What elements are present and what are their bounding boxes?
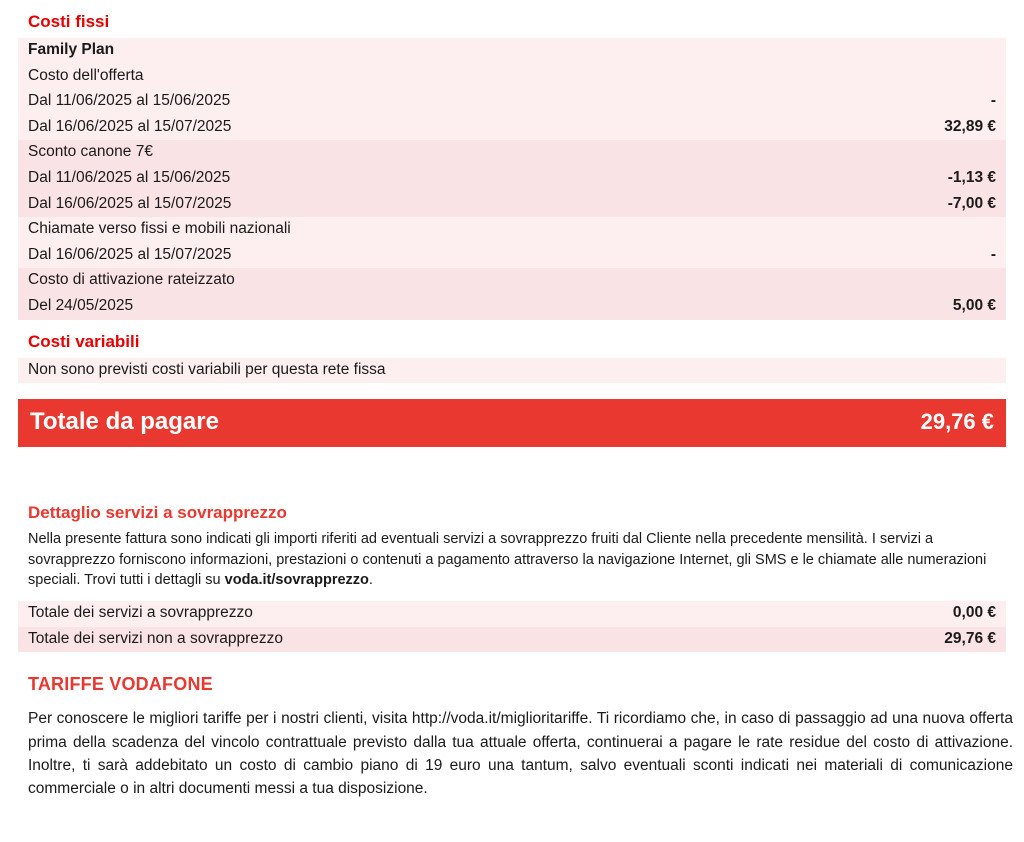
row-label: Dal 16/06/2025 al 15/07/2025 xyxy=(28,117,232,135)
gap-variable xyxy=(18,320,1006,332)
row-value: -1,13 € xyxy=(947,169,996,187)
table-row xyxy=(18,243,1006,269)
surcharge-paragraph xyxy=(28,529,1013,591)
gap-tariffe xyxy=(18,652,1006,674)
tariffe-title: TARIFFE VODAFONE xyxy=(28,674,213,695)
table-row xyxy=(18,358,1006,384)
table-row xyxy=(18,294,1006,320)
table-row xyxy=(18,268,1006,294)
row-value: 5,00 € xyxy=(952,297,996,315)
tariffe-text: Per conoscere le migliori tariffe per i nostri clienti, visita http://voda.it/miglioritariffe. Ti ricordiamo che, in caso di passaggio ad una nuova offerta prima della scadenza del vincolo contrattuale previsto dalla tua attuale offerta, continuerai a pagare le rate residue del costo di attivazione. Inoltre, ti sarà addebitato un costo di cambio piano di 19 euro una tantum, salvo eventuali sconti indicati nei materiali di comunicazione commerciale o in altri documenti messi a tua disposizione. xyxy=(28,710,1013,798)
table-row xyxy=(18,89,1006,115)
table-row xyxy=(18,192,1006,218)
surcharge-paragraph-part1: Nella presente fattura sono indicati gli importi riferiti ad eventuali servizi a sovrapprezzo fruiti dal Cliente nella precedente mensilità. I servizi a sovrapprezzo forniscono informazioni, prestazioni o contenuti a pagamento attraverso la navigazione Internet, gli SMS e le chiamate alle numerazioni speciali. Trovi tutti i dettagli su xyxy=(28,531,987,589)
table-row xyxy=(18,38,1006,64)
row-value: 0,00 € xyxy=(952,604,996,622)
row-value: - xyxy=(990,92,996,110)
table-row xyxy=(18,64,1006,90)
row-label: Totale dei servizi a sovrapprezzo xyxy=(28,604,253,622)
surcharge-table xyxy=(18,601,1006,652)
surcharge-paragraph-part2: . xyxy=(368,572,373,589)
gap-surcharge xyxy=(18,447,1006,503)
fixed-costs-title: Costi fissi xyxy=(28,12,110,31)
total-due-value: 29,76 € xyxy=(920,409,994,435)
variable-costs-table xyxy=(18,358,1006,384)
table-row xyxy=(18,166,1006,192)
row-label: Chiamate verso fissi e mobili nazionali xyxy=(28,220,291,238)
table-row xyxy=(18,140,1006,166)
row-label: Costo di attivazione rateizzato xyxy=(28,271,235,289)
table-row xyxy=(18,217,1006,243)
row-label: Non sono previsti costi variabili per questa rete fissa xyxy=(28,360,386,378)
row-label: Dal 11/06/2025 al 15/06/2025 xyxy=(28,92,231,110)
row-label: Sconto canone 7€ xyxy=(28,143,153,161)
row-label: Dal 16/06/2025 al 15/07/2025 xyxy=(28,194,232,212)
row-label: Dal 16/06/2025 al 15/07/2025 xyxy=(28,245,232,263)
table-row xyxy=(18,627,1006,653)
top-spacer xyxy=(18,0,1006,12)
fixed-costs-table xyxy=(18,38,1006,320)
row-label: Dal 11/06/2025 al 15/06/2025 xyxy=(28,169,231,187)
total-due-bar xyxy=(18,399,1006,447)
row-label: Totale dei servizi non a sovrapprezzo xyxy=(28,629,284,647)
row-label: Costo dell'offerta xyxy=(28,66,144,84)
table-row xyxy=(18,601,1006,627)
row-label: Del 24/05/2025 xyxy=(28,297,134,315)
surcharge-title: Dettaglio servizi a sovrapprezzo xyxy=(28,503,287,523)
total-due-label: Totale da pagare xyxy=(30,408,219,436)
surcharge-link[interactable]: voda.it/sovrapprezzo xyxy=(224,572,369,589)
variable-costs-title: Costi variabili xyxy=(28,331,140,351)
row-value: -7,00 € xyxy=(947,194,996,212)
row-value: - xyxy=(990,245,996,263)
table-row xyxy=(18,115,1006,141)
row-value: 29,76 € xyxy=(944,629,996,647)
row-value: 32,89 € xyxy=(944,117,996,135)
row-label: Family Plan xyxy=(28,41,115,58)
